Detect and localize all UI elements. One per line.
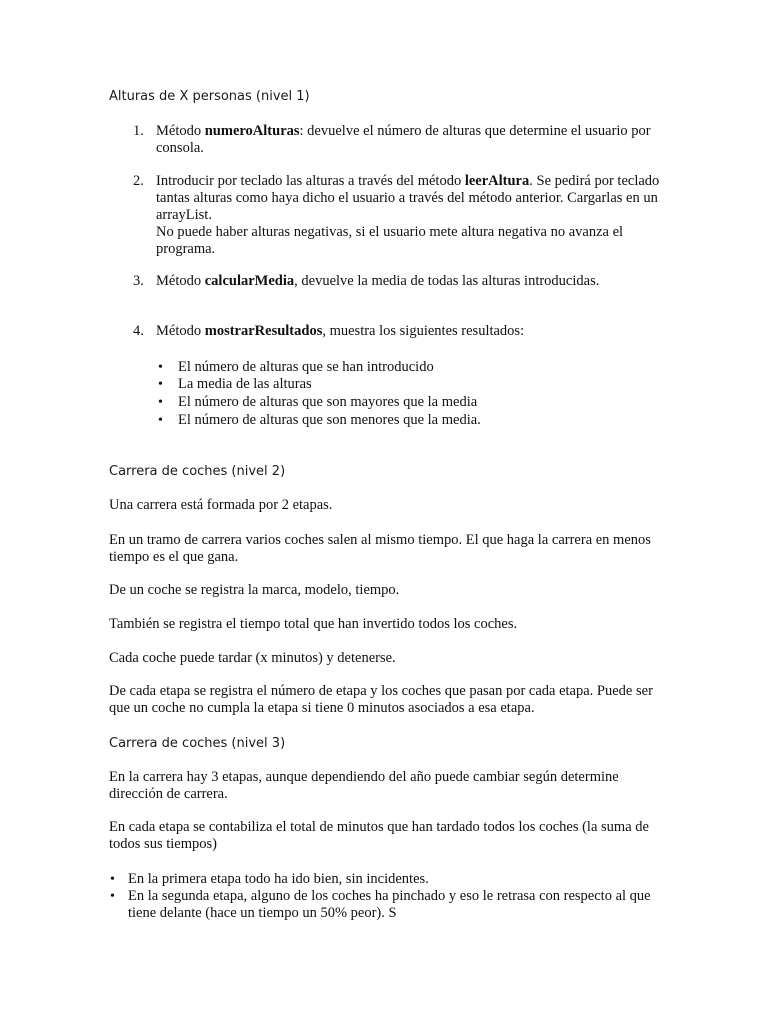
bullet-icon: • [158, 377, 163, 392]
paragraph: En un tramo de carrera varios coches salen al mismo tiempo. El que haga la carrera en menos tiempo es el que gana. [109, 532, 651, 565]
item-text: Método [156, 273, 205, 289]
section-heading-alturas: Alturas de X personas (nivel 1) [109, 89, 310, 104]
section-heading-carrera-nivel-2: Carrera de coches (nivel 2) [109, 464, 286, 479]
list-item-number: 4. [133, 323, 144, 339]
list-item-number: 1. [133, 123, 144, 139]
method-name: leerAltura [464, 173, 530, 189]
paragraph: De cada etapa se registra el número de etapa y los coches que pasan por cada etapa. Puede ser que un coche no cumpla la etapa si tiene 0 minutos asociados a esa etapa. [109, 683, 653, 716]
paragraph: Cada coche puede tardar (x minutos) y detenerse. [109, 650, 396, 666]
method-name: calcularMedia [204, 273, 295, 289]
item-text: Introducir por teclado las alturas a través del método [156, 173, 465, 189]
item-text: No puede haber alturas negativas, si el usuario mete altura negativa no avanza el programa. [156, 224, 624, 257]
list-item-text [156, 173, 666, 258]
bullet-icon: • [158, 360, 163, 375]
list-item-text [156, 323, 666, 340]
bullet-icon: • [158, 413, 163, 428]
bullet-text: El número de alturas que son mayores que la media [178, 394, 478, 410]
item-text: Método [156, 123, 205, 139]
method-name: numeroAlturas [204, 123, 300, 139]
paragraph: En cada etapa se contabiliza el total de minutos que han tardado todos los coches (la suma de todos sus tiempos) [109, 819, 649, 852]
method-name: mostrarResultados [204, 323, 323, 339]
list-item-text [156, 123, 666, 157]
list-item-number: 3. [133, 273, 144, 289]
list-item-text [156, 273, 666, 290]
paragraph: Una carrera está formada por 2 etapas. [109, 497, 333, 513]
bullet-text: La media de las alturas [178, 376, 312, 392]
item-text: . Se pedirá por teclado tantas alturas como haya dicho el usuario a través del método anterior. Cargarlas en un arrayList. [156, 173, 660, 223]
bullet-icon: • [110, 872, 115, 887]
bullet-icon: • [110, 889, 115, 904]
paragraph: De un coche se registra la marca, modelo, tiempo. [109, 582, 400, 598]
item-text: , muestra los siguientes resultados: [322, 323, 525, 339]
bullet-text: En la segunda etapa, alguno de los coches ha pinchado y eso le retrasa con respecto al que tiene delante (hace un tiempo un 50% peor). S [128, 888, 651, 921]
section-heading-carrera-nivel-3: Carrera de coches (nivel 3) [109, 736, 286, 751]
paragraph: También se registra el tiempo total que han invertido todos los coches. [109, 616, 518, 632]
bullet-icon: • [158, 395, 163, 410]
bullet-text: El número de alturas que son menores que la media. [178, 412, 481, 428]
item-text: Método [156, 323, 205, 339]
list-item-number: 2. [133, 173, 144, 189]
bullet-text: En la primera etapa todo ha ido bien, sin incidentes. [128, 871, 429, 887]
item-text: , devuelve la media de todas las alturas introducidas. [294, 273, 600, 289]
paragraph: En la carrera hay 3 etapas, aunque dependiendo del año puede cambiar según determine dirección de carrera. [109, 769, 619, 802]
item-text: : devuelve el número de alturas que determine el usuario por consola. [156, 123, 651, 156]
bullet-text: El número de alturas que se han introducido [178, 359, 434, 375]
